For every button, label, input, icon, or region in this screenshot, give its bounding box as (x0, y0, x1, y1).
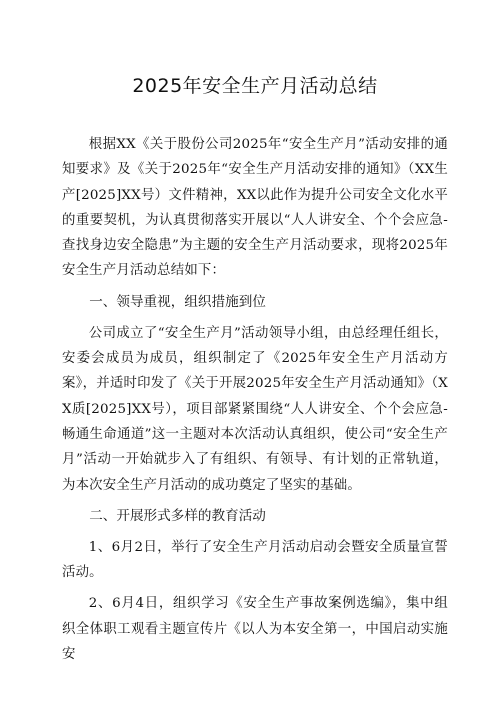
section-heading-1: 一、领导重视，组织措施到位 (89, 293, 266, 310)
intro-paragraph: 根据XX《关于股份公司2025年“安全生产月”活动安排的通知要求》及《关于2025年“安全生产月活动安排的通知》（XX生产[2025]XX号）文件精神，XX以此作为提升公司安全文化水平的重要契机，为认真贯彻落实开展以“人人讲安全、个个会应急-查找身边安全隐患”为主题的安全生产月活动要求，现将2025年安全生产月活动总结如下： (62, 137, 448, 279)
activity-item-1: 1、6月2日，举行了安全生产月活动启动会暨安全质量宣誓活动。 (62, 539, 448, 581)
activity-item-2: 2、6月4日，组织学习《安全生产事故案例选编》，集中组织全体职工观看主题宣传片《以人为本安全第一，中国启动实施安 (62, 596, 448, 663)
section-heading-2: 二、开展形式多样的教育活动 (89, 507, 266, 524)
document-title: 2025年安全生产月活动总结 (132, 75, 378, 97)
section-1-paragraph: 公司成立了“安全生产月”活动领导小组，由总经理任组长，安委会成员为成员，组织制定了《2025年安全生产月活动方案》，并适时印发了《关于开展2025年安全生产月活动通知》（XX质[2025]XX号），项目部紧紧围绕“人人讲安全、个个会应急-畅通生命通道”这一主题对本次活动认真组织，使公司“安全生产月”活动一开始就步入了有组织、有领导、有计划的正常轨道，为本次安全生产月活动的成功奠定了坚实的基础。 (62, 325, 448, 493)
